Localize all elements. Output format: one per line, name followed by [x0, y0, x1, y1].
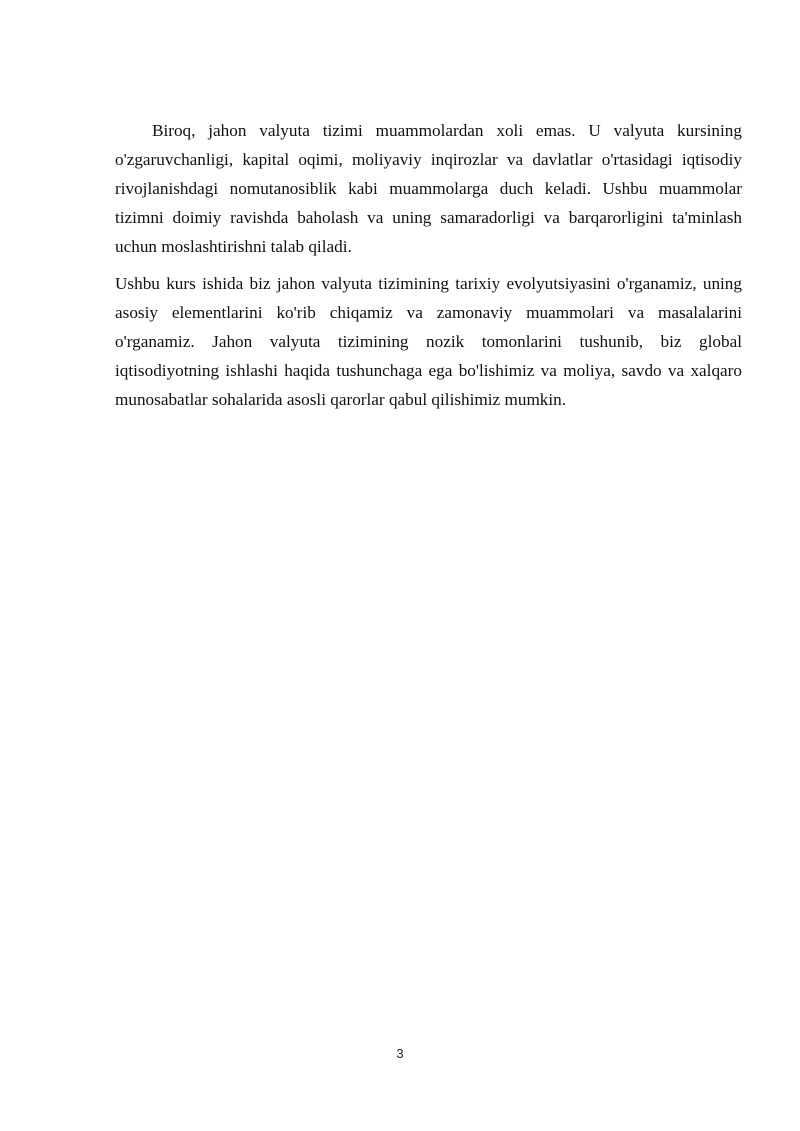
body-text	[115, 116, 742, 414]
paragraph-2: Ushbu kurs ishida biz jahon valyuta tizimining tarixiy evolyutsiyasini o'rganamiz, uning asosiy elementlarini ko'rib chiqamiz va zamonaviy muammolari va masalalarini o'rganamiz. Jahon valyuta tizimining nozik tomonlarini tushunib, biz global iqtisodiyotning ishlashi haqida tushunchaga ega bo'lishimiz va moliya, savdo va xalqaro munosabatlar sohalarida asosli qarorlar qabul qilishimiz mumkin.	[115, 274, 742, 409]
page-number: 3	[396, 1046, 404, 1061]
paragraph-1: Biroq, jahon valyuta tizimi muammolardan xoli emas. U valyuta kursining o'zgaruvchanligi, kapital oqimi, moliyaviy inqirozlar va davlatlar o'rtasidagi iqtisodiy rivojlanishdagi nomutanosiblik kabi muammolarga duch keladi. Ushbu muammolar tizimni doimiy ravishda baholash va uning samaradorligi va barqarorligini ta'minlash uchun moslashtirishni talab qiladi.	[115, 121, 742, 256]
